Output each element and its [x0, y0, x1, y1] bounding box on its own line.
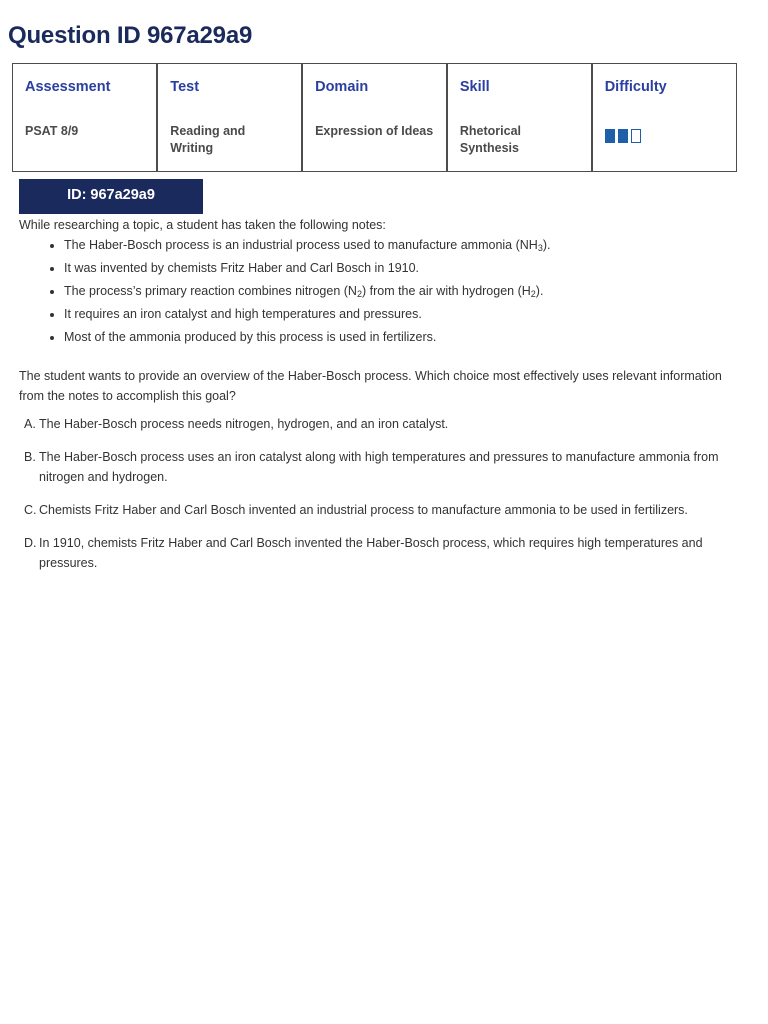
answer-choice-c[interactable]: [19, 500, 739, 520]
meta-value-assessment: PSAT 8/9: [25, 124, 79, 138]
meta-header-assessment: Assessment: [25, 79, 111, 95]
answer-choice-d[interactable]: [19, 533, 739, 573]
question-meta-table: [12, 63, 737, 172]
difficulty-bar-empty: [631, 129, 641, 143]
note-item: • Most of the ammonia produced by this process is used in fertilizers.: [64, 327, 739, 347]
answer-choice-b[interactable]: [19, 447, 739, 487]
choice-letter: A.: [24, 417, 36, 431]
choice-text: In 1910, chemists Fritz Haber and Carl Bosch invented the Haber-Bosch process, which requires high temperatures and pressures.: [39, 536, 703, 570]
notes-intro: While researching a topic, a student has taken the following notes:: [19, 218, 386, 232]
meta-header-test: Test: [170, 79, 200, 95]
meta-cell-skill: [447, 64, 592, 172]
meta-value-skill: Rhetorical Synthesis: [459, 124, 522, 155]
meta-value-test: Reading and Writing: [170, 124, 246, 155]
note-item: • It was invented by chemists Fritz Haber and Carl Bosch in 1910.: [64, 258, 739, 278]
choice-text: Chemists Fritz Haber and Carl Bosch invented an industrial process to manufacture ammonia to be used in fertilizers.: [39, 503, 688, 517]
choice-text: The Haber-Bosch process needs nitrogen, hydrogen, and an iron catalyst.: [39, 417, 449, 431]
note-item: • It requires an iron catalyst and high temperatures and pressures.: [64, 304, 739, 324]
meta-header-skill: Skill: [459, 79, 490, 95]
meta-cell-difficulty: [592, 64, 737, 172]
notes-list: [19, 235, 739, 347]
choice-letter: D.: [24, 536, 37, 550]
answer-choice-a[interactable]: [19, 414, 739, 434]
question-id-badge: ID: 967a29a9: [19, 179, 203, 214]
answer-choices: [19, 414, 739, 573]
meta-cell-domain: [302, 64, 447, 172]
page-title: Question ID 967a29a9: [8, 22, 253, 49]
difficulty-bar-filled: [605, 129, 615, 143]
meta-header-domain: Domain: [315, 79, 369, 95]
choice-letter: B.: [24, 450, 36, 464]
note-item: • The process’s primary reaction combines nitrogen $(N_2)$ from the air with hydrogen $(H_2)$.: [64, 281, 739, 301]
difficulty-bar-filled: [618, 129, 628, 143]
question-content: [19, 215, 739, 586]
meta-cell-test: [157, 64, 302, 172]
difficulty-indicator: [605, 129, 724, 145]
meta-value-domain: Expression of Ideas: [315, 124, 434, 138]
meta-cell-assessment: [13, 64, 158, 172]
meta-header-difficulty: Difficulty: [604, 79, 667, 95]
note-item: • The Haber-Bosch process is an industrial process used to manufacture ammonia $(NH_3)$.: [64, 235, 739, 255]
choice-letter: C.: [24, 503, 37, 517]
choice-text: The Haber-Bosch process uses an iron catalyst along with high temperatures and pressures to manufacture ammonia from nitrogen and hydrogen.: [39, 450, 719, 484]
question-prompt: The student wants to provide an overview of the Haber-Bosch process. Which choice most effectively uses relevant information from the notes to accomplish this goal?: [19, 369, 722, 403]
